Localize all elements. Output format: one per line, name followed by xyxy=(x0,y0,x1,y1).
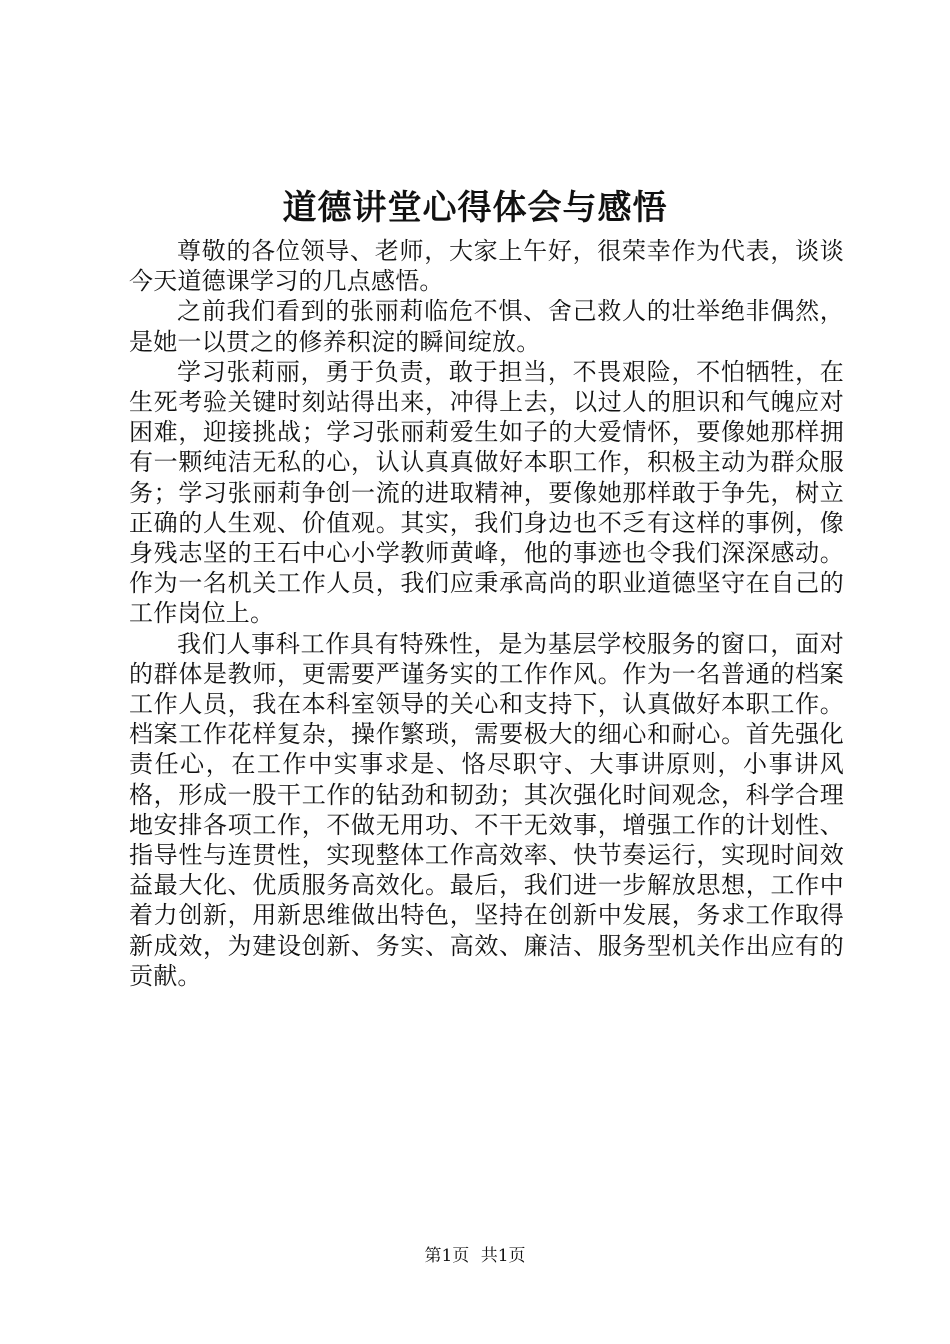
paragraph-intro: 之前我们看到的张丽莉临危不惧、舍己救人的壮举绝非偶然，是她一以贯之的修养积淀的瞬间绽放。 xyxy=(129,297,844,356)
page-number: 第1页 xyxy=(424,1246,470,1266)
paragraph-learning: 学习张莉丽，勇于负责，敢于担当，不畏艰险，不怕牺牲，在生死考验关键时刻站得出来，冲得上去，以过人的胆识和气魄应对困难，迎接挑战；学习张丽莉爱生如子的大爱情怀，要像她那样拥有一颗纯洁无私的心，认认真真做好本职工作，积极主动为群众服务；学习张丽莉争创一流的进取精神，要像她那样敢于争先，树立正确的人生观、价值观。其实，我们身边也不乏有这样的事例，像身残志坚的王石中心小学教师黄峰，他的事迹也令我们深深感动。作为一名机关工作人员，我们应秉承高尚的职业道德坚守在自己的工作岗位上。 xyxy=(129,357,844,628)
page-total: 共1页 xyxy=(480,1246,526,1266)
paragraph-work: 我们人事科工作具有特殊性，是为基层学校服务的窗口，面对的群体是教师，更需要严谨务实的工作作风。作为一名普通的档案工作人员，我在本科室领导的关心和支持下，认真做好本职工作。档案工作花样复杂，操作繁琐，需要极大的细心和耐心。首先强化责任心，在工作中实事求是、恪尽职守、大事讲原则，小事讲风格，形成一股干工作的钻劲和韧劲；其次强化时间观念，科学合理地安排各项工作，不做无用功、不干无效事，增强工作的计划性、指导性与连贯性，实现整体工作高效率、快节奏运行，实现时间效益最大化、优质服务高效化。最后，我们进一步解放思想，工作中着力创新，用新思维做出特色，坚持在创新中发展，务求工作取得新成效，为建设创新、务实、高效、廉洁、服务型机关作出应有的贡献。 xyxy=(129,629,844,990)
document-title: 道德讲堂心得体会与感悟 xyxy=(282,188,668,228)
document-body xyxy=(129,236,844,991)
paragraph-greeting: 尊敬的各位领导、老师，大家上午好，很荣幸作为代表，谈谈今天道德课学习的几点感悟。 xyxy=(129,237,844,296)
page-footer xyxy=(0,1244,950,1268)
